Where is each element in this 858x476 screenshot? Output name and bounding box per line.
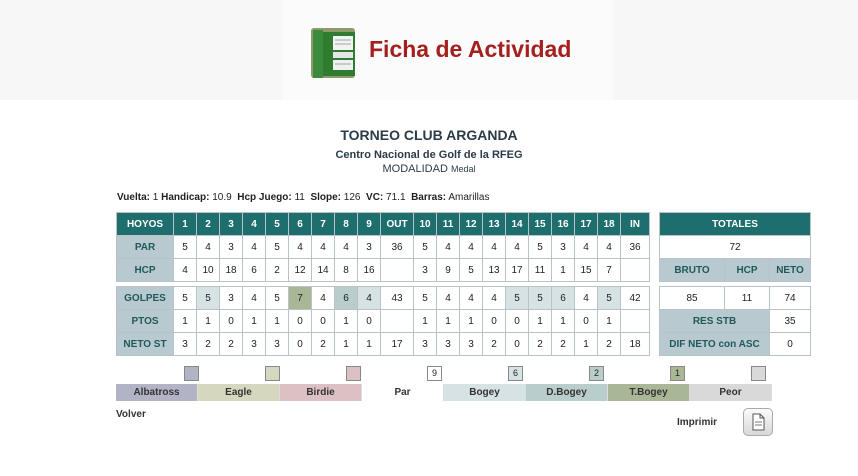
legend-item: Albatross (116, 384, 198, 401)
score-cell: 4 (197, 236, 220, 259)
score-cell: 4 (506, 236, 529, 259)
dif-neto-value: 0 (770, 333, 811, 356)
vuelta-label: Vuelta: (117, 192, 150, 203)
score-cell: 14 (312, 259, 335, 282)
hcp-value: 11 (725, 287, 770, 310)
slope-label: Slope: (310, 192, 341, 203)
gap-cell (650, 236, 660, 259)
legend-item: Par (362, 384, 444, 401)
score-cell: 0 (506, 333, 529, 356)
res-stb-value: 35 (770, 310, 811, 333)
score-cell: 1 (529, 310, 552, 333)
score-cell: 3 (174, 333, 197, 356)
score-cell: 0 (358, 310, 381, 333)
header-cell: 4 (243, 213, 266, 236)
bruto-label: BRUTO (660, 259, 725, 282)
gap-cell (650, 333, 660, 356)
score-cell (381, 259, 414, 282)
score-cell: 4 (358, 287, 381, 310)
scorecard-row (117, 259, 811, 282)
score-cell: 4 (483, 236, 506, 259)
header-cell: 10 (414, 213, 437, 236)
header-cell: 2 (197, 213, 220, 236)
vc-value: 71.1 (386, 192, 406, 203)
score-cell: 13 (483, 259, 506, 282)
score-cell: 5 (506, 287, 529, 310)
barras-value: Amarillas (448, 192, 490, 203)
header-cell: 11 (437, 213, 460, 236)
score-cell: 7 (598, 259, 621, 282)
score-cell: 1 (335, 310, 358, 333)
totales-header: TOTALES (660, 213, 811, 236)
handicap-label: Handicap: (161, 192, 210, 203)
score-cell: 36 (621, 236, 650, 259)
score-cell: 1 (437, 310, 460, 333)
score-cell: 18 (621, 333, 650, 356)
imprimir-label: Imprimir (677, 417, 718, 428)
score-cell: 0 (506, 310, 529, 333)
hcp-label: HCP (725, 259, 770, 282)
legend-count-box (751, 366, 766, 381)
course-name: Centro Nacional de Golf de la RFEG (335, 149, 523, 161)
scorecard-row (117, 287, 811, 310)
score-cell: 17 (506, 259, 529, 282)
header-cell: 17 (575, 213, 598, 236)
dif-neto-label: DIF NETO con ASC (660, 333, 770, 356)
legend-item: T.Bogey (608, 384, 690, 401)
score-cell: 1 (552, 310, 575, 333)
score-cell: 3 (460, 333, 483, 356)
scorecard-row (117, 236, 811, 259)
score-cell: 5 (598, 287, 621, 310)
score-cell: 4 (437, 287, 460, 310)
score-cell: 4 (460, 287, 483, 310)
hcp-juego-label: Hcp Juego: (237, 192, 292, 203)
score-cell: 3 (552, 236, 575, 259)
score-cell: 4 (312, 287, 335, 310)
score-cell: 5 (266, 287, 289, 310)
row-label: NETO ST (117, 333, 174, 356)
score-cell: 4 (243, 236, 266, 259)
row-label: PAR (117, 236, 174, 259)
score-cell: 4 (460, 236, 483, 259)
score-cell: 2 (266, 259, 289, 282)
legend-item: Birdie (280, 384, 362, 401)
score-legend (116, 384, 772, 401)
legend-item: Bogey (444, 384, 526, 401)
score-cell: 4 (598, 236, 621, 259)
score-cell: 2 (312, 333, 335, 356)
header-cell: IN (621, 213, 650, 236)
header-cell: HOYOS (117, 213, 174, 236)
score-cell: 1 (174, 310, 197, 333)
score-cell: 4 (335, 236, 358, 259)
score-cell: 1 (575, 333, 598, 356)
header-cell: 1 (174, 213, 197, 236)
score-cell: 9 (437, 259, 460, 282)
score-cell: 0 (220, 310, 243, 333)
score-cell: 1 (335, 333, 358, 356)
modality-label: MODALIDAD (382, 163, 448, 175)
score-cell: 5 (460, 259, 483, 282)
score-cell (621, 259, 650, 282)
score-cell: 6 (552, 287, 575, 310)
barras-label: Barras: (411, 192, 447, 203)
score-cell: 11 (529, 259, 552, 282)
header-cell: 9 (358, 213, 381, 236)
score-cell: 1 (598, 310, 621, 333)
score-cell: 4 (483, 287, 506, 310)
row-label: HCP (117, 259, 174, 282)
score-cell: 7 (289, 287, 312, 310)
score-cell: 1 (197, 310, 220, 333)
score-cell: 5 (266, 236, 289, 259)
page-header (283, 0, 613, 100)
score-cell: 1 (358, 333, 381, 356)
score-cell: 5 (529, 287, 552, 310)
scorecard-table (116, 212, 811, 356)
modality-value: Medal (450, 164, 476, 174)
score-cell: 3 (437, 333, 460, 356)
score-cell: 3 (243, 333, 266, 356)
document-icon (744, 409, 772, 435)
gap-cell (650, 259, 660, 282)
score-cell: 10 (197, 259, 220, 282)
score-cell: 2 (483, 333, 506, 356)
score-cell: 0 (312, 310, 335, 333)
score-cell: 3 (220, 236, 243, 259)
score-cell: 4 (312, 236, 335, 259)
score-cell: 6 (335, 287, 358, 310)
score-cell: 16 (358, 259, 381, 282)
gap-cell (650, 287, 660, 310)
neto-label: NETO (770, 259, 811, 282)
score-cell: 5 (414, 287, 437, 310)
score-cell: 2 (220, 333, 243, 356)
handicap-value: 10.9 (212, 192, 232, 203)
header-cell: 12 (460, 213, 483, 236)
score-cell: 0 (575, 310, 598, 333)
score-cell: 36 (381, 236, 414, 259)
score-cell: 0 (483, 310, 506, 333)
row-label: GOLPES (117, 287, 174, 310)
score-cell: 2 (552, 333, 575, 356)
legend-item: Eagle (198, 384, 280, 401)
header-cell: 14 (506, 213, 529, 236)
score-cell (621, 310, 650, 333)
res-stb-label: RES STB (660, 310, 770, 333)
score-cell: 17 (381, 333, 414, 356)
legend-counts (116, 366, 810, 382)
par-total: 72 (660, 236, 811, 259)
legend-item: Peor (690, 384, 772, 401)
bruto-value: 85 (660, 287, 725, 310)
score-cell: 1 (243, 310, 266, 333)
scorecard-header-row (117, 213, 811, 236)
score-cell: 15 (575, 259, 598, 282)
score-cell: 4 (575, 236, 598, 259)
score-cell: 2 (197, 333, 220, 356)
score-cell: 5 (529, 236, 552, 259)
score-cell: 5 (174, 287, 197, 310)
legend-count-box (184, 366, 199, 381)
scorecard-row (117, 310, 811, 333)
scorecard-logo-icon (305, 24, 361, 80)
legend-count-box: 6 (508, 366, 523, 381)
hcp-juego-value: 11 (294, 192, 305, 203)
score-cell: 4 (437, 236, 460, 259)
score-cell: 1 (414, 310, 437, 333)
score-cell: 3 (220, 287, 243, 310)
score-cell: 1 (266, 310, 289, 333)
score-cell: 5 (414, 236, 437, 259)
score-cell (381, 310, 414, 333)
score-cell: 3 (414, 333, 437, 356)
score-cell: 4 (289, 236, 312, 259)
score-cell: 3 (358, 236, 381, 259)
score-cell: 4 (575, 287, 598, 310)
legend-count-box (265, 366, 280, 381)
header-cell: 8 (335, 213, 358, 236)
row-label: PTOS (117, 310, 174, 333)
neto-value: 74 (770, 287, 811, 310)
score-cell: 4 (243, 287, 266, 310)
score-cell: 2 (598, 333, 621, 356)
legend-count-box: 2 (589, 366, 604, 381)
header-cell: 5 (266, 213, 289, 236)
score-cell: 43 (381, 287, 414, 310)
gap-cell (650, 310, 660, 333)
legend-item: D.Bogey (526, 384, 608, 401)
slope-value: 126 (343, 192, 361, 203)
score-cell: 6 (243, 259, 266, 282)
score-cell: 0 (289, 333, 312, 356)
score-cell: 1 (460, 310, 483, 333)
header-cell: 7 (312, 213, 335, 236)
score-cell: 4 (174, 259, 197, 282)
legend-count-box: 1 (670, 366, 685, 381)
score-cell: 1 (552, 259, 575, 282)
print-button[interactable] (743, 408, 773, 436)
modality (0, 163, 858, 175)
score-cell: 5 (197, 287, 220, 310)
scorecard-row (117, 333, 811, 356)
header-cell: 3 (220, 213, 243, 236)
score-cell: 0 (289, 310, 312, 333)
score-cell: 5 (174, 236, 197, 259)
header-cell: 6 (289, 213, 312, 236)
volver-link[interactable]: Volver (116, 409, 146, 420)
score-cell: 2 (529, 333, 552, 356)
vc-label: VC: (366, 192, 384, 203)
legend-count-box: 9 (427, 366, 442, 381)
header-cell: 18 (598, 213, 621, 236)
score-cell: 18 (220, 259, 243, 282)
score-cell: 8 (335, 259, 358, 282)
tournament-name: TORNEO CLUB ARGANDA (340, 127, 518, 143)
score-cell: 42 (621, 287, 650, 310)
header-cell: OUT (381, 213, 414, 236)
round-info (117, 192, 489, 203)
header-cell: 15 (529, 213, 552, 236)
legend-count-box (346, 366, 361, 381)
header-cell: 13 (483, 213, 506, 236)
gap-cell (650, 213, 660, 236)
page-title: Ficha de Actividad (369, 36, 572, 62)
score-cell: 3 (414, 259, 437, 282)
score-cell: 12 (289, 259, 312, 282)
score-cell: 3 (266, 333, 289, 356)
header-cell: 16 (552, 213, 575, 236)
vuelta-value: 1 (152, 192, 159, 203)
